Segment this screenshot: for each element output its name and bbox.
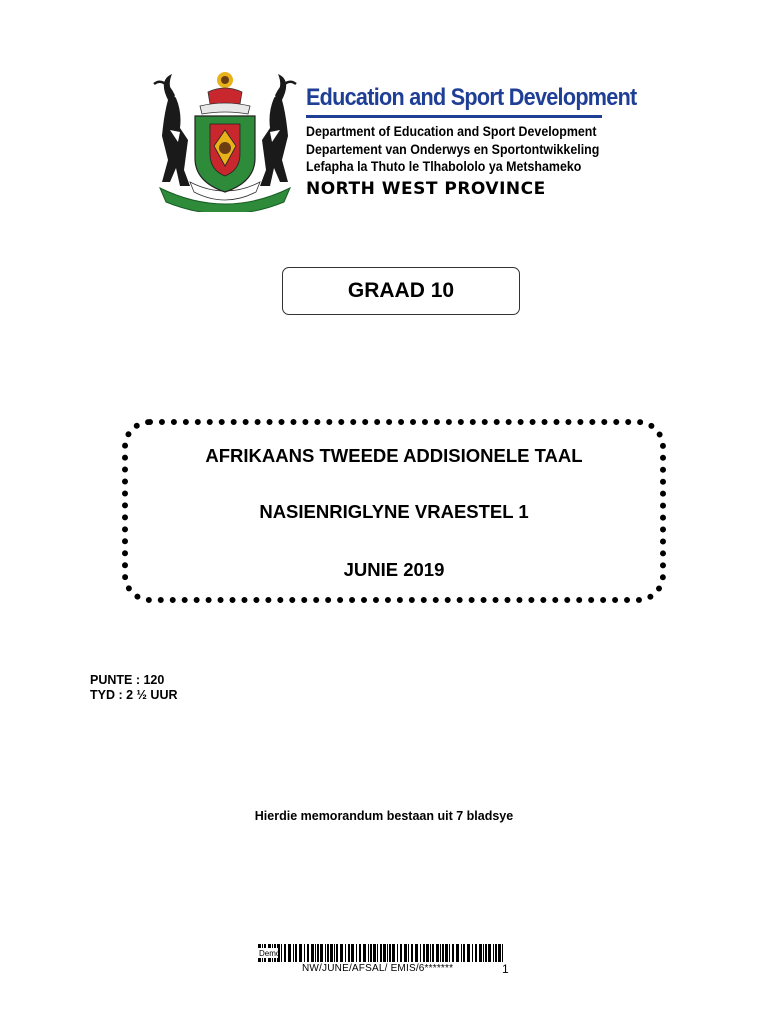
- barcode-graphic: [258, 944, 506, 962]
- exam-info: [90, 673, 178, 703]
- coat-of-arms-logo: [150, 70, 300, 212]
- department-name-afrikaans: Departement van Onderwys en Sportontwikkeling: [306, 141, 600, 157]
- department-name-setswana: Lefapha la Thuto le Tlhabololo ya Metshameko: [306, 159, 582, 174]
- exam-date: JUNIE 2019: [343, 559, 445, 580]
- barcode-label: Demo: [259, 949, 281, 958]
- department-title: Education and Sport Development: [306, 84, 637, 111]
- page-number: 1: [502, 962, 509, 976]
- paper-title: NASIENRIGLYNE VRAESTEL 1: [259, 501, 529, 522]
- department-heading: [306, 84, 637, 199]
- memo-page-count: Hierdie memorandum bestaan uit 7 bladsye: [254, 809, 514, 823]
- paper-title-box: [122, 419, 666, 603]
- marks-label: PUNTE : 120: [90, 673, 165, 687]
- grade-label: GRAAD 10: [347, 279, 455, 302]
- title-rule: [306, 115, 602, 118]
- subject-title: AFRIKAANS TWEEDE ADDISIONELE TAAL: [205, 445, 583, 466]
- time-label: TYD : 2 ½ UUR: [90, 688, 178, 702]
- document-code: NW/JUNE/AFSAL/ EMIS/6*******: [302, 963, 454, 974]
- grade-box: [282, 267, 520, 315]
- department-name-english: Department of Education and Sport Development: [306, 124, 597, 139]
- province-name: NORTH WEST PROVINCE: [306, 178, 546, 199]
- letterhead: [150, 70, 637, 215]
- barcode: [258, 944, 506, 962]
